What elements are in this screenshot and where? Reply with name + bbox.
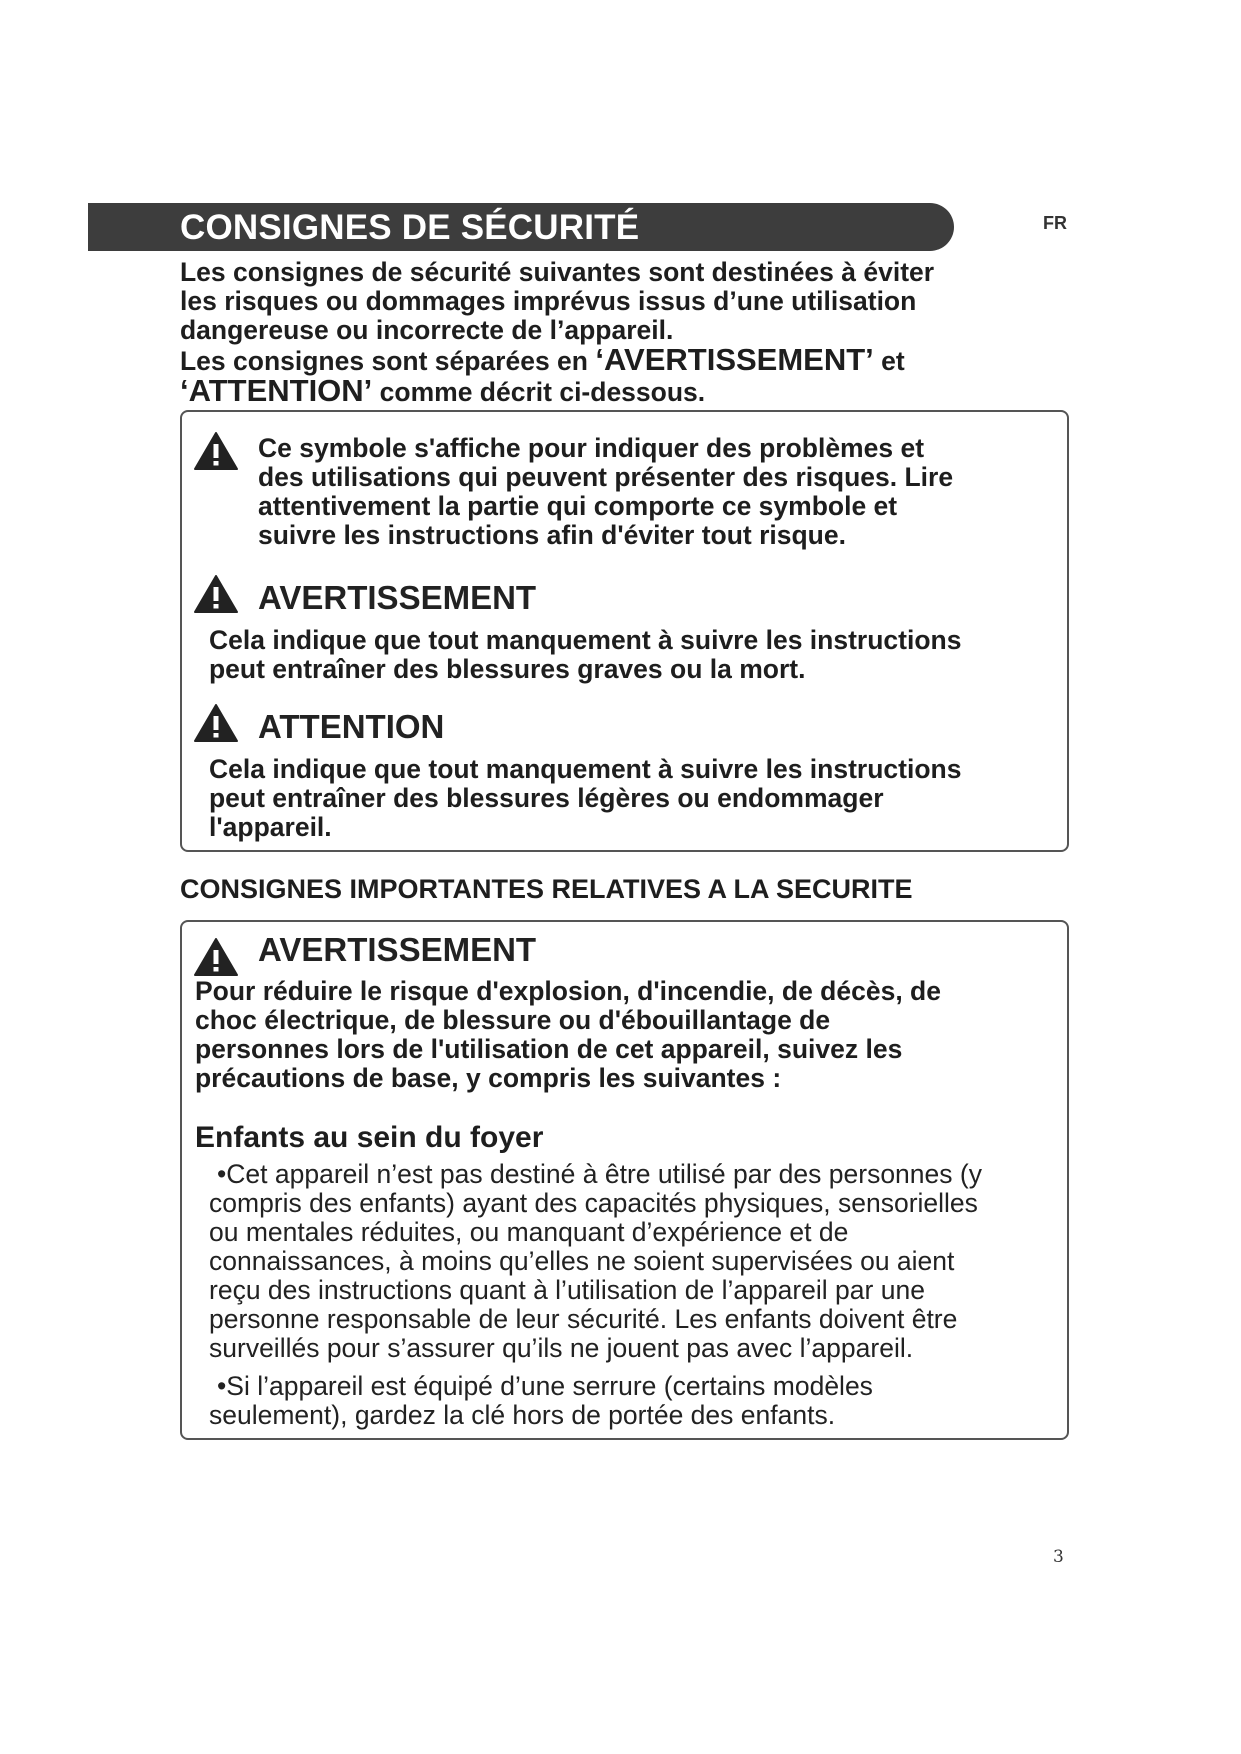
important-line: personnes lors de l'utilisation de cet appareil, suivez les bbox=[195, 1034, 903, 1064]
bullet-line: •Cet appareil n’est pas destiné à être utilisé par des personnes (y bbox=[217, 1159, 982, 1189]
caution-term: ‘ATTENTION’ bbox=[180, 373, 373, 408]
warning-term: ‘AVERTISSEMENT’ bbox=[595, 342, 874, 377]
symbol-line: des utilisations qui peuvent présenter des risques. Lire bbox=[258, 462, 954, 492]
bullet-line: connaissances, à moins qu’elles ne soient supervisées ou aient bbox=[209, 1246, 955, 1276]
children-subheading: Enfants au sein du foyer bbox=[195, 1121, 544, 1154]
warning-triangle-icon bbox=[193, 574, 239, 614]
symbol-line: Ce symbole s'affiche pour indiquer des problèmes et bbox=[258, 433, 925, 463]
bullet-line: seulement), gardez la clé hors de portée des enfants. bbox=[209, 1400, 836, 1430]
warning-line: Cela indique que tout manquement à suivre les instructions bbox=[209, 625, 962, 655]
bullet-lock-key bbox=[209, 1372, 1059, 1430]
bullet-line: personne responsable de leur sécurité. Les enfants doivent être bbox=[209, 1304, 958, 1334]
intro-text bbox=[180, 258, 1060, 407]
symbol-line: suivre les instructions afin d'éviter tout risque. bbox=[258, 520, 846, 550]
bullet-line: compris des enfants) ayant des capacités physiques, sensorielles bbox=[209, 1188, 978, 1218]
language-tag: FR bbox=[1043, 213, 1067, 233]
warning-heading: AVERTISSEMENT bbox=[258, 579, 537, 616]
section-title: CONSIGNES IMPORTANTES RELATIVES A LA SECURITE bbox=[180, 874, 913, 904]
intro-line: dangereuse ou incorrecte de l’appareil. bbox=[180, 315, 674, 345]
bullet-line: ou mentales réduites, ou manquant d’expérience et de bbox=[209, 1217, 849, 1247]
symbol-description bbox=[258, 434, 1058, 550]
intro-line: les risques ou dommages imprévus issus d’une utilisation bbox=[180, 286, 917, 316]
caution-line: l'appareil. bbox=[209, 812, 332, 842]
warning-triangle-icon bbox=[193, 937, 239, 977]
important-line: Pour réduire le risque d'explosion, d'incendie, de décès, de bbox=[195, 976, 941, 1006]
important-line: choc électrique, de blessure ou d'ébouillantage de bbox=[195, 1005, 831, 1035]
important-warning-heading: AVERTISSEMENT bbox=[258, 931, 537, 968]
warning-triangle-icon bbox=[193, 431, 239, 471]
intro-line: Les consignes de sécurité suivantes sont destinées à éviter bbox=[180, 257, 935, 287]
caution-description bbox=[209, 755, 1059, 842]
bullet-line: reçu des instructions quant à l’utilisation de l’appareil par une bbox=[209, 1275, 925, 1305]
symbol-line: attentivement la partie qui comporte ce symbole et bbox=[258, 491, 898, 521]
bullet-line: surveillés pour s’assurer qu’ils ne jouent pas avec l’appareil. bbox=[209, 1333, 914, 1363]
intro-line bbox=[180, 373, 1060, 408]
intro-line-part: comme décrit ci-dessous. bbox=[372, 377, 706, 407]
page-number: 3 bbox=[1053, 1547, 1064, 1567]
caution-line: peut entraîner des blessures légères ou endommager bbox=[209, 783, 884, 813]
warning-triangle-icon bbox=[193, 703, 239, 743]
intro-line-part: Les consignes sont séparées en bbox=[180, 346, 596, 376]
important-line: précautions de base, y compris les suivantes : bbox=[195, 1063, 782, 1093]
important-warning-text bbox=[195, 977, 1055, 1093]
warning-description bbox=[209, 626, 1059, 684]
caution-heading: ATTENTION bbox=[258, 708, 445, 745]
caution-line: Cela indique que tout manquement à suivre les instructions bbox=[209, 754, 962, 784]
intro-line-part: et bbox=[873, 346, 905, 376]
intro-line bbox=[180, 342, 1060, 377]
page-title: CONSIGNES DE SÉCURITÉ bbox=[180, 208, 640, 247]
bullet-children-capacity bbox=[209, 1160, 1059, 1363]
bullet-line: •Si l’appareil est équipé d’une serrure (certains modèles bbox=[217, 1371, 873, 1401]
warning-line: peut entraîner des blessures graves ou la mort. bbox=[209, 654, 806, 684]
